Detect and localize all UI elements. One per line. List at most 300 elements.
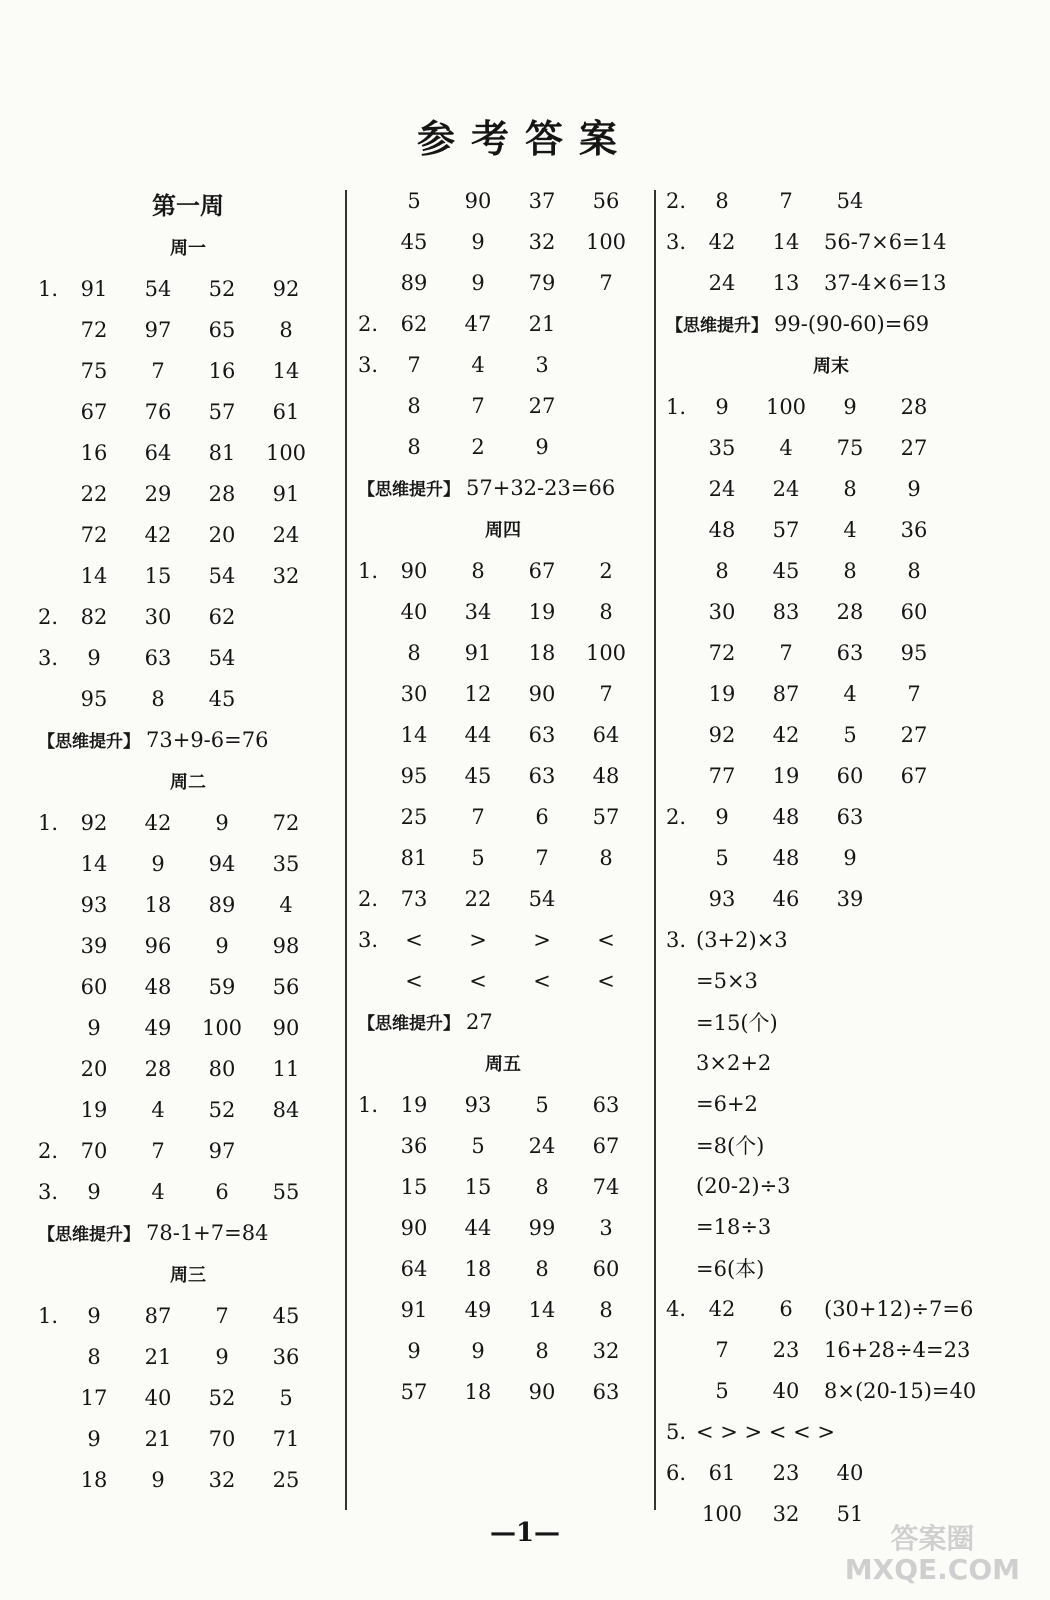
answer-expression: =8(个)	[696, 1133, 765, 1158]
answer-row	[666, 960, 996, 1001]
answer-cell: <	[597, 927, 615, 952]
answer-cell: 45	[208, 686, 236, 711]
answer-cell: 54	[144, 276, 172, 301]
answer-cell: >	[533, 927, 551, 952]
question-number: 2.	[38, 604, 59, 629]
answer-cell: 14	[80, 851, 108, 876]
answer-cell: 64	[144, 440, 172, 465]
thinking-answer	[666, 303, 996, 344]
answer-cell: 72	[80, 522, 108, 547]
answer-cell: 35	[708, 435, 736, 460]
answer-expression: 8×(20-15)=40	[824, 1378, 977, 1403]
answer-cell: 47	[464, 311, 492, 336]
answer-cell: 8	[535, 1338, 549, 1363]
answer-row	[358, 960, 648, 1001]
answer-cell: 19	[708, 681, 736, 706]
answer-cell: 17	[80, 1385, 108, 1410]
answer-cell: 37	[528, 188, 556, 213]
thinking-expression: 99-(90-60)=69	[774, 311, 930, 336]
answer-row	[358, 1166, 648, 1207]
thinking-expression: 78-1+7=84	[146, 1220, 269, 1245]
thinking-label: 【思维提升】	[358, 480, 460, 500]
answer-cell: 60	[592, 1256, 620, 1281]
answer-row	[358, 550, 648, 591]
answer-row	[666, 1288, 996, 1329]
answer-row	[666, 714, 996, 755]
answer-cell: 19	[80, 1097, 108, 1122]
answer-cell: 48	[772, 845, 800, 870]
answer-cell: 67	[900, 763, 928, 788]
day-heading: 周四	[485, 520, 521, 541]
answer-row	[666, 837, 996, 878]
answer-cell: 57	[592, 804, 620, 829]
answer-cell: 9	[471, 1338, 485, 1363]
answer-row	[666, 509, 996, 550]
answer-row	[38, 1089, 338, 1130]
answer-cell: 45	[272, 1303, 300, 1328]
answer-row	[38, 1048, 338, 1089]
answer-row	[666, 427, 996, 468]
day-heading: 周二	[170, 772, 206, 793]
answer-expression: 37-4×6=13	[824, 270, 947, 295]
answer-cell: 63	[836, 640, 864, 665]
answer-cell: 9	[407, 1338, 421, 1363]
answer-row	[358, 426, 648, 467]
answer-cell: 40	[772, 1378, 800, 1403]
answer-cell: 7	[535, 845, 549, 870]
answer-cell: 9	[471, 270, 485, 295]
answer-cell: 14	[528, 1297, 556, 1322]
answer-cell: 72	[80, 317, 108, 342]
answer-cell: 7	[599, 681, 613, 706]
answer-cell: 79	[528, 270, 556, 295]
answer-row	[358, 180, 648, 221]
answer-cell: 61	[272, 399, 300, 424]
answer-cell: 72	[708, 640, 736, 665]
answer-cell: 96	[144, 933, 172, 958]
answer-cell: 52	[208, 1097, 236, 1122]
answer-cell: 6	[779, 1296, 793, 1321]
answer-cell: 19	[772, 763, 800, 788]
answer-cell: 28	[144, 1056, 172, 1081]
page-number: —1—	[489, 1518, 561, 1548]
question-number: 1.	[38, 810, 59, 835]
answer-cell: 30	[708, 599, 736, 624]
answer-row	[358, 755, 648, 796]
answer-cell: 93	[708, 886, 736, 911]
answer-cell: 8	[843, 558, 857, 583]
answer-cell: >	[469, 927, 487, 952]
answer-cell: 100	[701, 1501, 743, 1526]
question-number: 2.	[358, 311, 379, 336]
answer-cell: 89	[400, 270, 428, 295]
answer-cell: 90	[400, 558, 428, 583]
answer-row	[38, 432, 338, 473]
answer-cell: 32	[528, 229, 556, 254]
answer-cell: 42	[772, 722, 800, 747]
answer-cell: 60	[900, 599, 928, 624]
answer-cell: 45	[400, 229, 428, 254]
answer-cell: 5	[471, 845, 485, 870]
answer-expression: 16+28÷4=23	[824, 1337, 971, 1362]
question-number: 2.	[666, 804, 687, 829]
answer-column-1	[38, 180, 338, 1500]
answer-cell: 91	[400, 1297, 428, 1322]
answer-cell: 8	[471, 558, 485, 583]
answer-row	[358, 344, 648, 385]
answer-cell: 2	[471, 434, 485, 459]
answer-row	[38, 514, 338, 555]
answer-cell: 8	[279, 317, 293, 342]
answer-cell: 21	[144, 1426, 172, 1451]
answer-expression: (20-2)÷3	[696, 1173, 791, 1198]
answer-cell: 52	[208, 276, 236, 301]
answer-cell: 100	[201, 1015, 243, 1040]
answer-cell: 62	[208, 604, 236, 629]
answer-row	[666, 180, 996, 221]
question-number: 6.	[666, 1460, 687, 1485]
answer-cell: 16	[80, 440, 108, 465]
answer-row	[38, 884, 338, 925]
answer-cell: 93	[464, 1092, 492, 1117]
answer-cell: 54	[208, 563, 236, 588]
answer-cell: 83	[772, 599, 800, 624]
answer-cell: 48	[144, 974, 172, 999]
answer-row	[38, 1171, 338, 1212]
answer-cell: 4	[279, 892, 293, 917]
answer-cell: 100	[765, 394, 807, 419]
answer-cell: 67	[592, 1133, 620, 1158]
answer-cell: 9	[907, 476, 921, 501]
answer-cell: 81	[400, 845, 428, 870]
answer-row	[666, 468, 996, 509]
answer-row	[38, 843, 338, 884]
question-number: 1.	[38, 276, 59, 301]
answer-cell: 15	[400, 1174, 428, 1199]
answer-cell: 32	[208, 1467, 236, 1492]
answer-row	[666, 1124, 996, 1165]
answer-cell: 20	[80, 1056, 108, 1081]
thinking-answer	[358, 467, 648, 508]
answer-cell: 8	[407, 640, 421, 665]
answer-cell: 42	[708, 1296, 736, 1321]
column-divider	[654, 190, 656, 1510]
question-number: 1.	[38, 1303, 59, 1328]
answer-cell: 91	[464, 640, 492, 665]
answer-row	[358, 1330, 648, 1371]
answer-row	[38, 1459, 338, 1500]
answer-cell: 60	[836, 763, 864, 788]
answer-row	[666, 1042, 996, 1083]
thinking-answer	[358, 1001, 648, 1042]
answer-cell: 25	[400, 804, 428, 829]
answer-column-2	[358, 180, 648, 1412]
answer-cell: 36	[272, 1344, 300, 1369]
answer-cell: 14	[272, 358, 300, 383]
answer-cell: 92	[272, 276, 300, 301]
question-number: 1.	[358, 558, 379, 583]
answer-cell: 9	[215, 810, 229, 835]
answer-cell: 7	[471, 393, 485, 418]
answer-cell: 32	[592, 1338, 620, 1363]
answer-expression: 56-7×6=14	[824, 229, 947, 254]
answer-cell: 8	[87, 1344, 101, 1369]
answer-cell: 8	[599, 845, 613, 870]
answer-cell: 49	[144, 1015, 172, 1040]
answer-row	[38, 391, 338, 432]
answer-cell: 42	[708, 229, 736, 254]
answer-cell: 54	[836, 188, 864, 213]
answer-cell: 7	[715, 1337, 729, 1362]
answer-cell: 24	[772, 476, 800, 501]
answer-cell: 67	[528, 558, 556, 583]
answer-cell: 65	[208, 317, 236, 342]
answer-cell: 12	[464, 681, 492, 706]
answer-row	[38, 350, 338, 391]
answer-cell: 22	[464, 886, 492, 911]
thinking-label: 【思维提升】	[38, 732, 140, 752]
answer-cell: 24	[272, 522, 300, 547]
answer-cell: 28	[208, 481, 236, 506]
answer-cell: 15	[144, 563, 172, 588]
answer-cell: 29	[144, 481, 172, 506]
answer-cell: 9	[215, 1344, 229, 1369]
answer-cell: 61	[708, 1460, 736, 1485]
answer-row	[358, 1289, 648, 1330]
answer-row	[38, 966, 338, 1007]
answer-cell: 48	[708, 517, 736, 542]
thinking-label: 【思维提升】	[666, 316, 768, 336]
answer-row	[666, 673, 996, 714]
answer-cell: 48	[772, 804, 800, 829]
answer-cell: 35	[272, 851, 300, 876]
answer-expression: =6(本)	[696, 1256, 765, 1281]
answer-cell: 7	[151, 1138, 165, 1163]
answer-cell: 90	[400, 1215, 428, 1240]
answer-cell: 15	[464, 1174, 492, 1199]
answer-cell: 32	[772, 1501, 800, 1526]
answer-cell: 81	[208, 440, 236, 465]
day-heading: 周三	[170, 1265, 206, 1286]
answer-cell: 97	[208, 1138, 236, 1163]
answer-cell: 7	[907, 681, 921, 706]
answer-row	[358, 385, 648, 426]
answer-cell: 56	[592, 188, 620, 213]
answer-row	[666, 878, 996, 919]
answer-row	[666, 1452, 996, 1493]
answer-row	[38, 596, 338, 637]
answer-cell: <	[469, 968, 487, 993]
answer-cell: 8	[535, 1174, 549, 1199]
question-number: 4.	[666, 1296, 687, 1321]
answer-row	[666, 755, 996, 796]
answer-cell: 23	[772, 1337, 800, 1362]
answer-cell: 7	[779, 640, 793, 665]
answer-cell: 9	[535, 434, 549, 459]
answer-cell: 16	[208, 358, 236, 383]
answer-cell: 24	[708, 476, 736, 501]
answer-row	[666, 550, 996, 591]
answer-cell: 4	[151, 1179, 165, 1204]
answer-cell: 18	[464, 1256, 492, 1281]
answer-cell: 36	[900, 517, 928, 542]
answer-row	[358, 796, 648, 837]
answer-row	[358, 221, 648, 262]
answer-cell: 74	[592, 1174, 620, 1199]
answer-cell: 8	[535, 1256, 549, 1281]
answer-cell: 7	[471, 804, 485, 829]
answer-cell: 40	[400, 599, 428, 624]
thinking-label: 【思维提升】	[358, 1014, 460, 1034]
answer-cell: 57	[772, 517, 800, 542]
answer-row	[358, 1248, 648, 1289]
answer-row	[666, 1083, 996, 1124]
answer-cell: 90	[464, 188, 492, 213]
answer-cell: 87	[144, 1303, 172, 1328]
answer-row	[666, 386, 996, 427]
answer-cell: 39	[80, 933, 108, 958]
answer-cell: 76	[144, 399, 172, 424]
answer-cell: 30	[400, 681, 428, 706]
answer-cell: 93	[80, 892, 108, 917]
answer-cell: 5	[843, 722, 857, 747]
answer-cell: 92	[708, 722, 736, 747]
question-number: 3.	[666, 927, 687, 952]
page-title: 参考答案	[416, 116, 633, 161]
answer-expression: < > > < < >	[696, 1419, 835, 1444]
answer-cell: 77	[708, 763, 736, 788]
answer-cell: 4	[843, 517, 857, 542]
answer-cell: 82	[80, 604, 108, 629]
answer-cell: 5	[535, 1092, 549, 1117]
answer-cell: 9	[715, 394, 729, 419]
answer-cell: 9	[151, 851, 165, 876]
answer-row	[358, 591, 648, 632]
answer-row	[666, 1329, 996, 1370]
answer-row	[358, 262, 648, 303]
day-heading: 周一	[170, 238, 206, 259]
answer-row	[358, 878, 648, 919]
answer-expression: =6+2	[696, 1091, 758, 1116]
thinking-answer	[38, 1212, 338, 1253]
answer-row	[38, 473, 338, 514]
answer-row	[666, 1165, 996, 1206]
question-number: 2.	[666, 188, 687, 213]
answer-cell: 8	[843, 476, 857, 501]
answer-expression: =15(个)	[696, 1010, 778, 1035]
answer-cell: 40	[144, 1385, 172, 1410]
answer-cell: 100	[585, 640, 627, 665]
answer-cell: 70	[80, 1138, 108, 1163]
answer-row	[666, 919, 996, 960]
answer-cell: 9	[215, 933, 229, 958]
answer-cell: 6	[215, 1179, 229, 1204]
answer-cell: 87	[772, 681, 800, 706]
answer-cell: 25	[272, 1467, 300, 1492]
answer-cell: 8	[407, 393, 421, 418]
answer-row	[38, 1295, 338, 1336]
answer-cell: 63	[528, 763, 556, 788]
answer-row	[38, 309, 338, 350]
answer-cell: 46	[772, 886, 800, 911]
thinking-expression: 27	[466, 1009, 493, 1034]
answer-cell: 9	[87, 1179, 101, 1204]
answer-expression: (30+12)÷7=6	[824, 1296, 974, 1321]
answer-cell: 34	[464, 599, 492, 624]
answer-cell: <	[533, 968, 551, 993]
answer-row	[38, 555, 338, 596]
answer-column-3	[666, 180, 996, 1534]
answer-row	[38, 1418, 338, 1459]
answer-cell: 27	[900, 435, 928, 460]
answer-cell: 52	[208, 1385, 236, 1410]
question-number: 5.	[666, 1419, 687, 1444]
answer-cell: 24	[708, 270, 736, 295]
watermark-line: 答案圈	[890, 1522, 975, 1556]
answer-cell: 90	[272, 1015, 300, 1040]
answer-cell: 80	[208, 1056, 236, 1081]
answer-cell: 18	[80, 1467, 108, 1492]
answer-cell: 48	[592, 763, 620, 788]
answer-row	[358, 837, 648, 878]
answer-cell: 7	[151, 358, 165, 383]
answer-cell: 7	[215, 1303, 229, 1328]
answer-row	[358, 632, 648, 673]
answer-cell: 63	[836, 804, 864, 829]
answer-cell: 5	[279, 1385, 293, 1410]
answer-row	[38, 268, 338, 309]
answer-cell: 5	[471, 1133, 485, 1158]
answer-cell: 57	[400, 1379, 428, 1404]
answer-cell: 8	[715, 188, 729, 213]
answer-row	[666, 591, 996, 632]
answer-cell: 44	[464, 722, 492, 747]
answer-cell: 21	[144, 1344, 172, 1369]
answer-cell: 91	[272, 481, 300, 506]
answer-cell: 4	[151, 1097, 165, 1122]
answer-row	[666, 796, 996, 837]
answer-cell: 95	[80, 686, 108, 711]
answer-cell: 23	[772, 1460, 800, 1485]
answer-cell: 30	[144, 604, 172, 629]
answer-cell: 9	[471, 229, 485, 254]
answer-cell: 45	[464, 763, 492, 788]
answer-cell: 32	[272, 563, 300, 588]
answer-cell: 14	[772, 229, 800, 254]
answer-cell: 49	[464, 1297, 492, 1322]
answer-cell: 8	[599, 1297, 613, 1322]
answer-cell: 20	[208, 522, 236, 547]
answer-cell: 57	[208, 399, 236, 424]
answer-row	[38, 1007, 338, 1048]
answer-row	[38, 925, 338, 966]
answer-cell: 64	[592, 722, 620, 747]
answer-cell: 22	[80, 481, 108, 506]
answer-cell: 8	[407, 434, 421, 459]
answer-cell: 9	[843, 394, 857, 419]
answer-cell: 55	[272, 1179, 300, 1204]
answer-cell: 4	[471, 352, 485, 377]
answer-cell: 4	[779, 435, 793, 460]
answer-row	[666, 1411, 996, 1452]
answer-cell: 28	[900, 394, 928, 419]
answer-cell: 70	[208, 1426, 236, 1451]
answer-row	[38, 1336, 338, 1377]
answer-cell: 7	[599, 270, 613, 295]
question-number: 2.	[38, 1138, 59, 1163]
answer-cell: 45	[772, 558, 800, 583]
thinking-expression: 57+32-23=66	[466, 475, 616, 500]
